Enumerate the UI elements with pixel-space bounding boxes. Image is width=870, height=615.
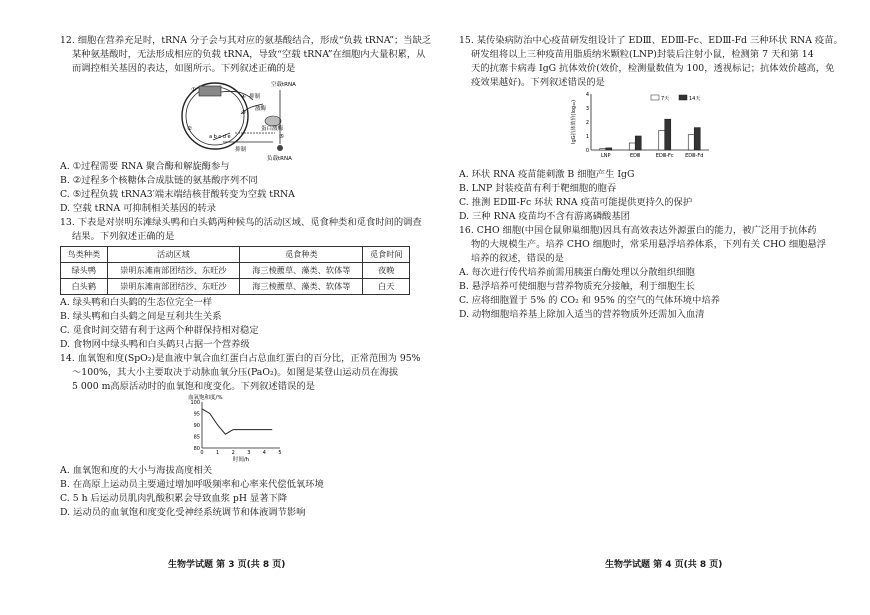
q12-line-3: 而调控相关基因的表达，如图所示。下列叙述正确的是 xyxy=(72,63,296,74)
protein-kinase-shape xyxy=(265,116,281,126)
y-tick-label: 2 xyxy=(585,120,589,126)
q15-option-c: C. 推测 EDⅢ-Fc 环状 RNA 疫苗可能提供更持久的保护 xyxy=(459,197,693,208)
y-tick-label: 85 xyxy=(193,434,200,441)
x-tick-label: 2 xyxy=(231,450,235,456)
table-cell: 海三棱藨草、藻类、软体等 xyxy=(240,279,363,295)
table-cell: 崇明东滩南部团结沙、东旺沙 xyxy=(107,263,240,279)
q13-option-d: D. 食物网中绿头鸭和白头鹤只占据一个营养级 xyxy=(60,339,250,350)
q15-option-d: D. 三种 RNA 疫苗均不含有游离磷酸基团 xyxy=(459,211,630,222)
table-header-cell: 活动区域 xyxy=(107,247,240,263)
legend-label: 7天 xyxy=(661,96,670,102)
q15-line-4: 疫效果越好)。下列叙述错误的是 xyxy=(471,77,605,88)
igg-bar-chart xyxy=(569,88,724,164)
x-tick-label: 3 xyxy=(247,450,251,456)
bar-14d xyxy=(606,148,612,150)
gene-block xyxy=(199,86,221,96)
q13-option-c: C. 觅食时间交错有利于这两个种群保持相对稳定 xyxy=(60,325,259,336)
y-tick-label: 80 xyxy=(193,446,200,452)
q13-option-a: A. 绿头鸭和白头鹤的生态位完全一样 xyxy=(60,297,213,308)
y-tick-label: 1 xyxy=(585,134,589,140)
q14-option-a: A. 血氧饱和度的大小与海拔高度相关 xyxy=(60,465,213,476)
table-header-cell: 觅食时间 xyxy=(363,247,410,263)
y-tick-label: 0 xyxy=(585,148,589,154)
bar-7d xyxy=(629,143,635,150)
chart-title: 血氧饱和度/% xyxy=(188,395,223,401)
label-enzyme: 激酶 xyxy=(255,106,267,112)
label-mark-4: ④ xyxy=(241,94,246,100)
legend-swatch xyxy=(651,95,659,100)
q15-line-3: 天的抗寨卡病毒 IgG 抗体效价(效价，检测量数值为 100，透视标记；抗体效价越高，免 xyxy=(471,63,835,74)
q13-table xyxy=(60,246,410,295)
x-tick-label: EDⅢ xyxy=(630,153,641,159)
label-inhibit-bottom: 抑制 xyxy=(235,147,247,153)
q16-line-3: 培养的叙述，错误的是 xyxy=(471,253,564,264)
q14-line-3: 5 000 m高原活动时的血氧饱和度变化。下列叙述错误的是 xyxy=(72,381,315,392)
legend-label: 14天 xyxy=(689,96,701,102)
q12-option-c: C. ⑤过程负载 tRNA3′端末端结核苷酸转变为空载 tRNA xyxy=(60,189,295,200)
x-tick-label: EDⅢ-Fc xyxy=(655,153,674,159)
label-mark-1: ① xyxy=(191,87,196,93)
label-empty-trna: 空载tRNA xyxy=(271,82,296,88)
table-cell: 白天 xyxy=(363,279,410,295)
q12-line-1: 12. 细胞在营养充足时，tRNA 分子会与其对应的氨基酸结合，形成“负载 tRNA”；当缺乏 xyxy=(60,35,432,46)
bar-7d xyxy=(600,149,606,150)
y-tick-label: 100 xyxy=(190,400,200,406)
table-row xyxy=(61,279,410,295)
q15-option-b: B. LNP 封装疫苗有利于靶细胞的胞吞 xyxy=(459,183,617,194)
q16-option-a: A. 每次进行传代培养前需用胰蛋白酶处理以分散组织细胞 xyxy=(459,267,695,278)
q15-line-1: 15. 某传染病防治中心疫苗研发组设计了 EDⅢ、EDⅢ-Fc、EDⅢ-Fd 三种环状 RNA 疫苗。 xyxy=(459,35,843,46)
y-axis-label: IgG抗体效价(log₁₀) xyxy=(571,99,577,145)
y-tick-label: 3 xyxy=(585,106,589,112)
table-cell: 白头鹤 xyxy=(61,279,108,295)
q12-option-a: A. ①过程需要 RNA 聚合酶和解旋酶参与 xyxy=(60,161,230,172)
y-tick-label: 95 xyxy=(193,411,200,418)
bar-7d xyxy=(659,130,665,150)
q16-option-b: B. 悬浮培养可使细胞与营养物质充分接触，利于细胞生长 xyxy=(459,281,695,292)
label-mark-2: ② xyxy=(187,126,192,132)
loaded-trna-dot xyxy=(277,145,283,151)
bar-14d xyxy=(665,119,671,150)
q13-option-b: B. 绿头鸭和白头鹤之间是互利共生关系 xyxy=(60,311,222,322)
x-tick-label: LNP xyxy=(600,153,611,159)
q13-line-1: 13. 下表是对崇明东滩绿头鸭和白头鹤两种候鸟的活动区域、觅食种类和觅食时间的调查 xyxy=(60,217,422,228)
page-footer-left: 生物学试题 第 3 页(共 8 页) xyxy=(168,560,286,570)
table-cell: 海三棱藨草、藻类、软体等 xyxy=(240,263,363,279)
q14-line-1: 14. 血氧饱和度(SpO₂)是血液中氧合血红蛋白占总血红蛋白的百分比，正常范围为 95% xyxy=(60,353,421,364)
q12-line-2: 某种氨基酸时，无法形成相应的负载 tRNA，导致“空载 tRNA”在细胞内大量积累，从 xyxy=(72,49,426,60)
label-mark-3: ③ xyxy=(241,110,246,116)
q16-line-1: 16. CHO 细胞(中国仓鼠卵巢细胞)因具有高效表达外源蛋白的能力，被广泛用于抗体药 xyxy=(459,225,817,236)
table-cell: 崇明东滩南部团结沙、东旺沙 xyxy=(107,279,240,295)
label-mark-5: ⑤ xyxy=(279,134,284,140)
bar-14d xyxy=(635,136,641,150)
q12-trna-diagram xyxy=(175,78,310,162)
label-letters: a b c d e xyxy=(209,134,231,140)
bar-7d xyxy=(688,135,694,150)
table-cell: 绿头鸭 xyxy=(61,263,108,279)
q12-option-d: D. 空载 tRNA 可抑制相关基因的转录 xyxy=(60,203,217,214)
q15-option-a: A. 环状 RNA 疫苗能刺激 B 细胞产生 IgG xyxy=(459,169,635,180)
table-row xyxy=(61,263,410,279)
legend-swatch xyxy=(679,95,687,100)
table-cell: 夜晚 xyxy=(363,263,410,279)
spo2-series-line xyxy=(202,409,272,434)
y-tick-label: 90 xyxy=(193,423,200,429)
q16-option-c: C. 应将细胞置于 5% 的 CO₂ 和 95% 的空气的气体环境中培养 xyxy=(459,295,720,306)
page-footer-right: 生物学试题 第 4 页(共 8 页) xyxy=(605,560,723,570)
q16-line-2: 物的大规模生产。培养 CHO 细胞时，常采用悬浮培养体系，下列有关 CHO 细胞悬浮 xyxy=(471,239,827,250)
x-tick-label: EDⅢ-Fd xyxy=(685,153,704,159)
table-header-cell: 鸟类种类 xyxy=(61,247,108,263)
bar-14d xyxy=(694,128,700,150)
label-loaded-trna: 负载tRNA xyxy=(267,156,292,162)
right-page xyxy=(435,0,870,615)
table-header-row xyxy=(61,247,410,263)
x-axis-label: 时间/h xyxy=(232,457,250,463)
table-header-cell: 觅食种类 xyxy=(240,247,363,263)
q14-option-c: C. 5 h 后运动员肌肉乳酸积累会导致血浆 pH 显著下降 xyxy=(60,493,288,504)
q14-option-d: D. 运动员的血氧饱和度变化受神经系统调节和体液调节影响 xyxy=(60,507,306,518)
label-inhibit-top: 抑制 xyxy=(249,94,261,100)
q12-option-b: B. ②过程多个核糖体合成肽链的氨基酸序列不同 xyxy=(60,175,258,186)
x-tick-label: 0 xyxy=(200,450,204,456)
y-tick-label: 4 xyxy=(585,92,589,98)
spo2-line-chart xyxy=(180,392,290,464)
x-tick-label: 1 xyxy=(216,450,220,456)
q16-option-d: D. 动物细胞培养基上除加入适当的营养物质外还需加入血清 xyxy=(459,309,705,320)
q13-line-2: 结果。下列叙述正确的是 xyxy=(72,231,175,242)
label-protein-kinase: 蛋白激酶 xyxy=(261,126,284,132)
x-tick-label: 5 xyxy=(278,450,282,456)
x-tick-label: 4 xyxy=(262,450,266,456)
q14-line-2: ～100%，其大小主要取决于动脉血氧分压(PaO₂)。如图是某登山运动员在海拔 xyxy=(72,367,399,378)
q14-option-b: B. 在高原上运动员主要通过增加呼吸频率和心率来代偿低氧环境 xyxy=(60,479,324,490)
q15-line-2: 研发组将以上三种疫苗用脂质纳米颗粒(LNP)封装后注射小鼠，检测第 7 天和第 14 xyxy=(471,49,814,60)
